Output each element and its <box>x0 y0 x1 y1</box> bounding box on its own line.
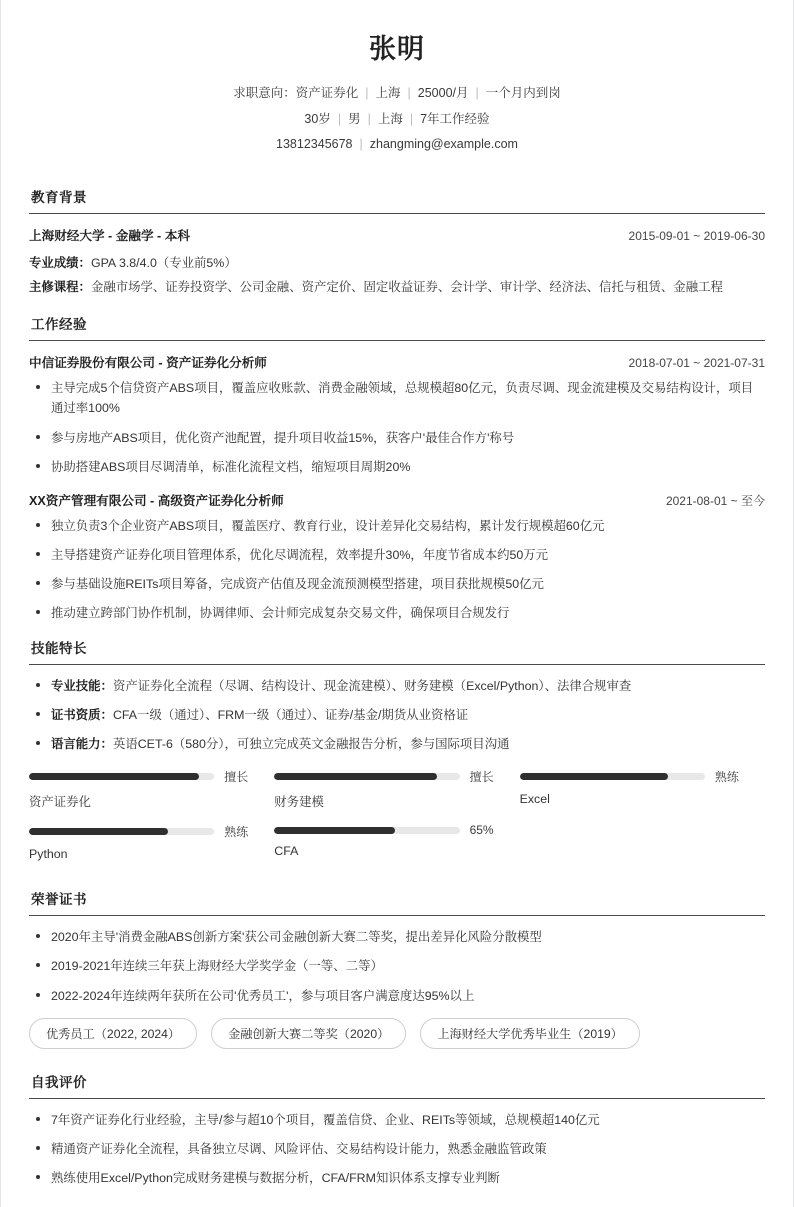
education-entry <box>29 225 765 299</box>
honor-badge[interactable]: 金融创新大赛二等奖（2020） <box>211 1018 406 1049</box>
skill-name-label: 财务建模 <box>274 795 324 810</box>
work-bullet: 主导搭建资产证券化项目管理体系，优化尽调流程，效率提升30%，年度节省成本约50万元 <box>29 545 765 565</box>
honor-bullet: 2019-2021年连续三年获上海财经大学奖学金（一等、二等） <box>29 956 765 976</box>
skill-level-label: 熟练 <box>224 825 249 840</box>
skill-item-key: 证书资质： <box>51 708 113 723</box>
work-date: 2021-08-01 ~ 至今 <box>665 493 765 508</box>
meta-separator: | <box>337 111 342 126</box>
skill-name-label: Excel <box>519 792 550 807</box>
education-date: 2015-09-01 ~ 2019-06-30 <box>628 228 765 243</box>
education-detail-key: 主修课程： <box>29 280 91 295</box>
skill-bar-cell <box>29 768 274 810</box>
job-city: 上海 <box>375 86 401 101</box>
candidate-name: 张明 <box>369 34 425 64</box>
skill-bar-cell <box>274 823 519 861</box>
education-detail-value: GPA 3.8/4.0（专业前5%） <box>90 255 237 270</box>
skill-progress-fill <box>274 827 394 834</box>
skill-item-key: 专业技能： <box>51 679 113 694</box>
years-experience: 7年工作经验 <box>420 111 490 126</box>
honor-bullet: 2020年主导'消费金融ABS创新方案'获公司金融创新大赛二等奖，提出差异化风险分散模型 <box>29 927 765 947</box>
skill-progress-track <box>274 773 459 780</box>
skill-bar-row <box>29 823 248 840</box>
skill-name-label: CFA <box>274 844 299 859</box>
skill-level-label: 65% <box>469 823 494 838</box>
skill-progress-fill <box>29 828 168 835</box>
section-work-experience <box>29 313 765 623</box>
skill-item-value: CFA一级（通过）、FRM一级（通过）、证券/基金/期货从业资格证 <box>112 708 469 723</box>
skill-item-value: 资产证券化全流程（尽调、结构设计、现金流建模）、财务建模（Excel/Python）、法律合规审查 <box>112 679 632 694</box>
section-title-honors: 荣誉证书 <box>29 888 765 916</box>
skill-bar-cell <box>29 823 274 861</box>
skill-progress-fill <box>520 773 668 780</box>
section-education <box>29 186 765 299</box>
section-skills <box>29 637 765 874</box>
work-bullet: 独立负责3个企业资产ABS项目，覆盖医疗、教育行业，设计差异化交易结构，累计发行规模超60亿元 <box>29 516 765 536</box>
section-title-self-evaluation: 自我评价 <box>29 1071 765 1099</box>
self-evaluation-bullet: 精通资产证券化全流程，具备独立尽调、风险评估、交易结构设计能力，熟悉金融监管政策 <box>29 1139 765 1159</box>
work-company-role: XX资产管理有限公司 - 高级资产证券化分析师 <box>29 493 284 508</box>
skill-level-label: 擅长 <box>224 770 249 785</box>
self-evaluation-bullet: 7年资产证券化行业经验，主导/参与超10个项目，覆盖信贷、企业、REITs等领域，总规模超140亿元 <box>29 1110 765 1130</box>
skills-bullet-list <box>29 676 765 754</box>
education-school: 上海财经大学 - 金融学 - 本科 <box>29 228 190 243</box>
skill-item <box>29 705 765 725</box>
skill-name-label: 资产证券化 <box>29 795 91 810</box>
skill-bar-cell <box>520 768 765 810</box>
header-meta-line-2 <box>29 107 765 133</box>
expected-salary: 25000/月 <box>417 86 469 101</box>
honor-badge[interactable]: 上海财经大学优秀毕业生（2019） <box>420 1018 640 1049</box>
education-detail-key: 专业成绩： <box>29 255 91 270</box>
skill-progress-fill <box>29 773 199 780</box>
skill-progress-track <box>520 773 705 780</box>
skill-item <box>29 734 765 754</box>
skill-name-label: Python <box>29 847 68 862</box>
skill-bar-row <box>520 768 739 785</box>
education-entry-head <box>29 225 765 244</box>
section-title-work: 工作经验 <box>29 313 765 341</box>
meta-separator: | <box>409 111 414 126</box>
section-title-education: 教育背景 <box>29 186 765 214</box>
work-entry <box>29 490 765 623</box>
work-bullet: 参与基础设施REITs项目筹备，完成资产估值及现金流预测模型搭建，项目获批规模50亿元 <box>29 574 765 594</box>
honors-bullet-list <box>29 927 765 1005</box>
work-entry-head <box>29 490 765 509</box>
work-date: 2018-07-01 ~ 2021-07-31 <box>628 356 765 371</box>
skill-progress-track <box>274 827 459 834</box>
skill-progress-track <box>29 828 214 835</box>
work-company-role: 中信证券股份有限公司 - 资产证券化分析师 <box>29 356 267 371</box>
phone-number[interactable]: 13812345678 <box>276 137 353 152</box>
work-bullet: 协助搭建ABS项目尽调清单，标准化流程文档，缩短项目周期20% <box>29 457 765 477</box>
honor-bullet: 2022-2024年连续两年获所在公司'优秀员工'，参与项目客户满意度达95%以上 <box>29 986 765 1006</box>
meta-separator: | <box>359 137 363 152</box>
skill-bar-row <box>274 823 493 837</box>
section-honors <box>29 888 765 1056</box>
resume-header <box>29 26 765 172</box>
work-bullet: 参与房地产ABS项目，优化资产池配置，提升项目收益15%，获客户'最佳合作方'称号 <box>29 428 765 448</box>
education-detail <box>29 275 765 299</box>
skill-level-label: 擅长 <box>469 770 494 785</box>
header-meta-line-1 <box>29 81 765 107</box>
self-evaluation-bullet-list <box>29 1110 765 1188</box>
header-meta-line-3 <box>29 132 765 158</box>
skill-bar-row <box>274 768 493 785</box>
honor-badge-row <box>29 1018 765 1057</box>
work-entry-head <box>29 352 765 371</box>
skill-bar-row <box>29 768 248 785</box>
skill-item-key: 语言能力： <box>51 737 113 752</box>
meta-separator: | <box>365 86 369 101</box>
skill-bar-grid <box>29 768 765 874</box>
email-address[interactable]: zhangming@example.com <box>369 137 518 152</box>
work-bullet-list <box>29 516 765 623</box>
skill-item <box>29 676 765 696</box>
meta-separator: | <box>475 86 479 101</box>
skill-bar-cell <box>274 768 519 810</box>
work-bullet: 主导完成5个信贷资产ABS项目，覆盖应收账款、消费金融领域，总规模超80亿元，负责尽调、现金流建模及交易结构设计，项目通过率100% <box>29 378 765 418</box>
work-bullet-list <box>29 378 765 476</box>
skill-level-label: 熟练 <box>714 770 739 785</box>
skill-progress-fill <box>274 773 437 780</box>
section-self-evaluation <box>29 1071 765 1188</box>
skill-item-value: 英语CET-6（580分），可独立完成英文金融报告分析，参与国际项目沟通 <box>112 737 510 752</box>
section-title-skills: 技能特长 <box>29 637 765 665</box>
work-entry <box>29 352 765 476</box>
skill-progress-track <box>29 773 214 780</box>
job-intention: 求职意向：资产证券化 <box>233 86 359 101</box>
work-bullet: 推动建立跨部门协作机制，协调律师、会计师完成复杂交易文件，确保项目合规发行 <box>29 603 765 623</box>
age: 30岁 <box>304 111 331 126</box>
self-evaluation-bullet: 熟练使用Excel/Python完成财务建模与数据分析，CFA/FRM知识体系支撑专业判断 <box>29 1168 765 1188</box>
education-detail-value: 金融市场学、证券投资学、公司金融、资产定价、固定收益证券、会计学、审计学、经济法、信托与租赁、金融工程 <box>90 280 723 295</box>
meta-separator: | <box>367 111 371 126</box>
availability: 一个月内到岗 <box>485 86 561 101</box>
meta-separator: | <box>407 86 411 101</box>
honor-badge[interactable]: 优秀员工（2022, 2024） <box>29 1018 197 1049</box>
education-detail <box>29 251 765 275</box>
gender: 男 <box>348 111 361 126</box>
residence-city: 上海 <box>377 111 403 126</box>
